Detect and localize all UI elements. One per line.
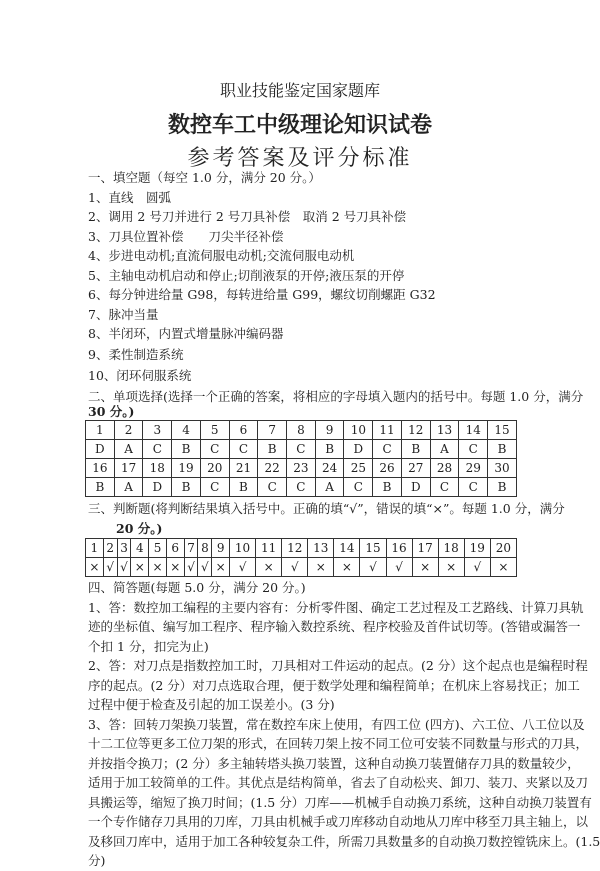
question-number-cell: 5 [149, 539, 167, 558]
question-number-cell: 13 [430, 421, 459, 440]
answer-cell: B [488, 440, 517, 459]
table-row [86, 459, 517, 478]
answer-cell: A [114, 440, 143, 459]
exam-paper-title: 数控车工中级理论知识试卷 [167, 113, 432, 138]
fill-blank-answer: 6、每分钟进给量 G98，每转进给量 G99，螺纹切削螺距 G32 [88, 287, 436, 302]
table-row [86, 558, 517, 577]
answer-cell: C [373, 440, 402, 459]
answer-cell: √ [117, 558, 131, 577]
question-number-cell: 1 [86, 421, 115, 440]
question-number-cell: 13 [308, 539, 334, 558]
fill-blank-answer: 1、直线 圆弧 [88, 189, 171, 205]
question-number-cell: 19 [172, 459, 201, 478]
answer-cell: C [200, 440, 229, 459]
question-number-cell: 21 [229, 459, 258, 478]
answer-cell: C [344, 478, 373, 497]
fill-blank-answer: 7、脉冲当量 [88, 306, 159, 322]
question-number-cell: 9 [212, 539, 230, 558]
answer-cell: C [287, 440, 316, 459]
section-title: 一、填空题（每空 1.0 分，满分 20 分。） [88, 170, 321, 185]
true-false-answer-table [85, 538, 517, 577]
answer-line: 过程中便于检查及引起的加工误差小。(3 分) [88, 697, 335, 712]
answer-cell: C [200, 478, 229, 497]
answer-line: 及移回刀库中，适用于加工各种较复杂工件，所需刀具数量多的自动换刀数控镗铣床上。(1.5 [88, 833, 600, 849]
answer-cell: √ [184, 558, 198, 577]
section-true-false [88, 499, 565, 577]
answer-line: 一个专作储存刀具用的刀库，刀具由机械手或刀库移动自动地从刀库中移至刀具主轴上，以 [88, 814, 589, 829]
answer-cell: B [373, 478, 402, 497]
answer-cell: D [344, 440, 373, 459]
question-number-cell: 2 [114, 421, 143, 440]
answer-cell: B [172, 440, 201, 459]
answer-cell: A [114, 478, 143, 497]
question-number-cell: 12 [401, 421, 430, 440]
question-number-cell: 12 [282, 539, 308, 558]
answer-cell: × [212, 558, 230, 577]
section-single-choice [88, 387, 584, 498]
question-number-cell: 5 [200, 421, 229, 440]
question-number-cell: 14 [334, 539, 360, 558]
question-number-cell: 20 [490, 539, 516, 558]
fill-blank-answer: 3、刀具位置补偿 刀尖半径补偿 [88, 228, 284, 244]
question-number-cell: 22 [258, 459, 287, 478]
question-number-cell: 7 [258, 421, 287, 440]
answer-line: 适用于加工较简单的工件。其优点是结构简单，省去了自动松夹、卸刀、装刀、夹紧以及刀 [88, 775, 589, 790]
question-number-cell: 15 [488, 421, 517, 440]
question-number-cell: 2 [103, 539, 117, 558]
answer-cell: √ [360, 558, 386, 577]
answer-cell: × [334, 558, 360, 577]
question-number-cell: 11 [373, 421, 402, 440]
question-number-cell: 18 [143, 459, 172, 478]
question-number-cell: 1 [86, 539, 104, 558]
answer-cell: C [143, 440, 172, 459]
answer-cell: × [131, 558, 149, 577]
answer-line: 个扣 1 分，扣完为止) [88, 638, 209, 654]
answer-line: 分) [88, 853, 106, 868]
question-number-cell: 7 [184, 539, 198, 558]
answer-cell: B [401, 440, 430, 459]
table-row [86, 539, 517, 558]
question-number-cell: 17 [412, 539, 438, 558]
exam-bank-title: 职业技能鉴定国家题库 [219, 81, 380, 100]
table-row [86, 478, 517, 497]
fill-blank-answer: 10、闭环伺服系统 [88, 368, 192, 383]
answer-cell: × [412, 558, 438, 577]
question-number-cell: 9 [315, 421, 344, 440]
answer-cell: × [86, 558, 104, 577]
answer-cell: C [258, 478, 287, 497]
short-answer-paragraph [88, 715, 600, 871]
fill-blank-answer: 8、半闭环，内置式增量脉冲编码器 [88, 326, 284, 341]
question-number-cell: 3 [117, 539, 131, 558]
question-number-cell: 18 [438, 539, 464, 558]
answer-cell: √ [198, 558, 212, 577]
question-number-cell: 16 [386, 539, 412, 558]
answer-cell: √ [386, 558, 412, 577]
section-short-answer [88, 578, 600, 871]
answer-line: 3、答：回转刀架换刀装置，常在数控车床上使用，有四工位 (四方)、六工位、八工位以及 [88, 716, 585, 732]
answer-content [88, 168, 600, 871]
question-number-cell: 10 [344, 421, 373, 440]
question-number-cell: 3 [143, 421, 172, 440]
section-fill-blank [88, 168, 528, 387]
question-number-cell: 30 [488, 459, 517, 478]
answer-line: 十二工位等更多工位刀架的形式，在回转刀架上按不同工位可安装不同数量与形式的刀具， [88, 736, 589, 751]
table-row [86, 440, 517, 459]
question-number-cell: 6 [229, 421, 258, 440]
table-row [86, 421, 517, 440]
question-number-cell: 14 [459, 421, 488, 440]
answer-cell: B [86, 478, 115, 497]
section-title: 三、判断题(将判断结果填入括号中。正确的填“√”，错误的填“×”。每题 1.0 分，满分 [88, 501, 565, 516]
single-choice-answer-table [85, 420, 517, 497]
question-number-cell: 26 [373, 459, 402, 478]
question-number-cell: 19 [464, 539, 490, 558]
answer-line: 具搬运等，缩短了换刀时间；(1.5 分）刀库——机械手自动换刀系统，这种自动换刀装置有 [88, 794, 592, 810]
question-number-cell: 8 [198, 539, 212, 558]
answer-cell: × [166, 558, 184, 577]
question-number-cell: 25 [344, 459, 373, 478]
question-number-cell: 27 [401, 459, 430, 478]
section-title-cont: 20 分。) [116, 520, 163, 536]
short-answer-paragraph [88, 656, 588, 715]
question-number-cell: 11 [256, 539, 282, 558]
answer-cell: C [459, 440, 488, 459]
answer-cell: B [229, 478, 258, 497]
question-number-cell: 23 [287, 459, 316, 478]
answer-cell: C [430, 478, 459, 497]
question-number-cell: 15 [360, 539, 386, 558]
question-number-cell: 28 [430, 459, 459, 478]
answer-line: 2、答：对刀点是指数控加工时，刀具相对工件运动的起点。(2 分）这个起点也是编程时程 [88, 658, 588, 673]
answer-cell: √ [464, 558, 490, 577]
answer-line: 1、答：数控加工编程的主要内容有：分析零件图、确定工艺过程及工艺路线、计算刀具轨 [88, 599, 584, 615]
question-number-cell: 16 [86, 459, 115, 478]
answer-cell: D [143, 478, 172, 497]
answer-cell: B [258, 440, 287, 459]
section-title-cont: 30 分。) [88, 404, 135, 419]
fill-blank-answer: 4、步进电动机;直流伺服电动机;交流伺服电动机 [88, 248, 355, 263]
answer-cell: D [401, 478, 430, 497]
answer-cell: × [308, 558, 334, 577]
fill-blank-answer: 5、主轴电动机启动和停止;切削液泵的开停;液压泵的开停 [88, 267, 405, 283]
answer-cell: √ [103, 558, 117, 577]
answer-line: 迹的坐标值、编写加工程序、程序输入数控系统、程序校验及首件试切等。(答错或漏答一 [88, 619, 581, 634]
fill-blank-answer: 9、柔性制造系统 [88, 346, 184, 362]
answer-cell: C [459, 478, 488, 497]
answer-cell: B [488, 478, 517, 497]
question-number-cell: 24 [315, 459, 344, 478]
answer-cell: C [229, 440, 258, 459]
question-number-cell: 29 [459, 459, 488, 478]
answer-cell: × [490, 558, 516, 577]
question-number-cell: 20 [200, 459, 229, 478]
answer-cell: B [315, 440, 344, 459]
answer-cell: B [172, 478, 201, 497]
section-title: 二、单项选择(选择一个正确的答案，将相应的字母填入题内的括号中。每题 1.0 分，满分 [88, 388, 584, 404]
answer-line: 并按指令换刀；(2 分）多主轴转塔头换刀装置，这种自动换刀装置储存刀具的数量较少， [88, 755, 580, 771]
answer-key-title: 参考答案及评分标准 [187, 146, 413, 171]
question-number-cell: 10 [230, 539, 256, 558]
answer-cell: A [315, 478, 344, 497]
answer-cell: × [438, 558, 464, 577]
question-number-cell: 8 [287, 421, 316, 440]
answer-cell: × [256, 558, 282, 577]
question-number-cell: 6 [166, 539, 184, 558]
section-title: 四、简答题(每题 5.0 分，满分 20 分。) [88, 580, 306, 595]
answer-cell: D [86, 440, 115, 459]
question-number-cell: 17 [114, 459, 143, 478]
question-number-cell: 4 [172, 421, 201, 440]
fill-blank-answer: 2、调用 2 号刀并进行 2 号刀具补偿 取消 2 号刀具补偿 [88, 209, 407, 224]
answer-cell: √ [282, 558, 308, 577]
question-number-cell: 4 [131, 539, 149, 558]
answer-line: 序的起点。(2 分）对刀点选取合理，便于数学处理和编程简单；在机床上容易找正；加工 [88, 677, 580, 693]
answer-cell: A [430, 440, 459, 459]
answer-cell: √ [230, 558, 256, 577]
answer-cell: C [287, 478, 316, 497]
short-answer-paragraph [88, 598, 584, 657]
answer-cell: × [149, 558, 167, 577]
